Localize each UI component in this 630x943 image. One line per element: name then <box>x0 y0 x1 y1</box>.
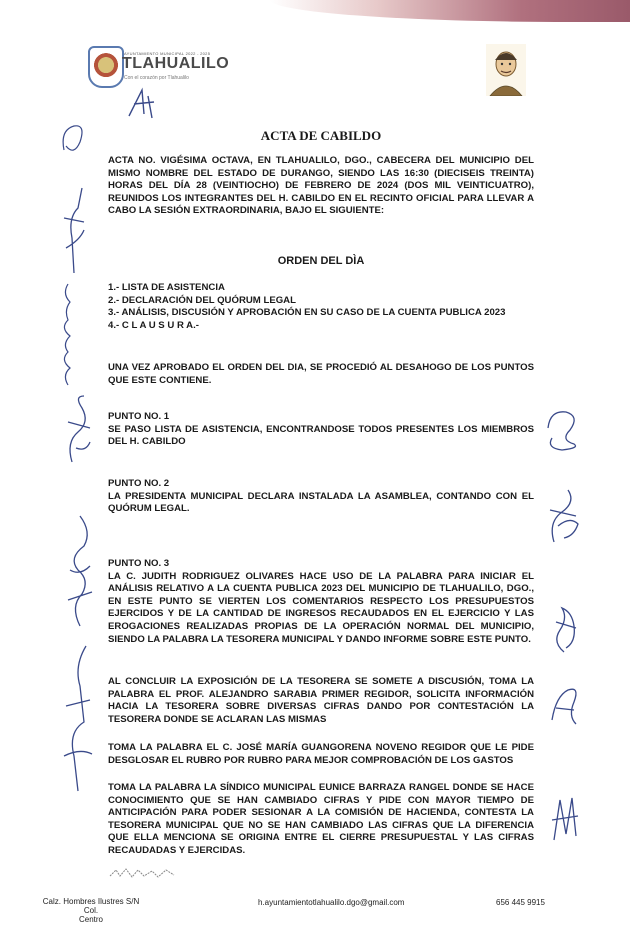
point-3 <box>108 558 534 646</box>
approval-paragraph: UNA VEZ APROBADO EL ORDEN DEL DIA, SE PROCEDIÓ AL DESAHOGO DE LOS PUNTOS QUE ESTE CONTIENE. <box>108 362 534 386</box>
point-text: LA C. JUDITH RODRIGUEZ OLIVARES HACE USO DE LA PALABRA PARA INICIAR EL ANÁLISIS RELATIVO A LA CUENTA PUBLICA 2023 DEL MUNICIPIO DE TLAHUALILO, DGO., EN ESTE PUNTO SE VIERTEN LOS COMENTARIOS RESPECTO LOS PRESUPUESTOS EJERCIDOS Y DE LA CANTIDAD DE INGRESOS RECAUDADOS EN EL EJERCICIO Y LAS EROGACIONES REALIZADAS PROPIAS DE LA OPERACIÓN NORMAL DEL MUNICIPIO, SIENDO LA PALABRA LA TESORERA MUNICIPAL Y DANDO INFORME SOBRE ESTE PUNTO. <box>108 570 534 645</box>
point-2 <box>108 478 534 516</box>
municipal-seal-icon <box>88 46 124 88</box>
logo-small-text: AYUNTAMIENTO MUNICIPAL 2022 - 2025 <box>124 51 211 56</box>
margin-signature-1 <box>56 120 92 160</box>
point-heading: PUNTO NO. 2 <box>108 478 170 489</box>
intro-paragraph: ACTA NO. VIGÉSIMA OCTAVA, EN TLAHUALILO, DGO., CABECERA DEL MUNICIPIO DEL MISMO NOMBRE DEL ESTADO DE DURANGO, SIENDO LAS 16:30 (DIECISEIS TREINTA) HORAS DEL DÍA 28 (VEINTIOCHO) DE FEBRERO DE 2024 (DOS MIL VEINTICUATRO), REUNIDOS LOS INTEGRANTES DEL H. CABILDO EN EL RECINTO OFICIAL PARA LLEVAR A CABO LA SESIÓN EXTRAORDINARIA, BAJO EL SIGUIENTE: <box>108 155 534 217</box>
point-1 <box>108 411 534 449</box>
footer-address <box>36 897 146 924</box>
right-signature-3 <box>548 602 582 656</box>
agenda-item: 1.- LISTA DE ASISTENCIA <box>108 282 225 293</box>
point-heading: PUNTO NO. 1 <box>108 411 170 422</box>
discussion-paragraph-3: TOMA LA PALABRA LA SÍNDICO MUNICIPAL EUNICE BARRAZA RANGEL DONDE SE HACE CONOCIMIENTO QUE SE HAN CAMBIADO CIFRAS Y PIDE CON MAYOR TIEMPO DE ANTICIPACIÓN PARA PODER SESIONAR A LA COMISIÓN DE HACIENDA, CONTESTA LA TESORERA MUNICIPAL QUE NO SE HAN CAMBIADO LAS CIFRAS QUE LA DIFERENCIA QUE ELLA MENCIONA SE ORIGINA ENTRE EL CIERRE PRESUPUESTAL Y LAS CIFRAS RECAUDADAS Y EJERCIDAS. <box>108 782 534 856</box>
discussion-paragraph-2: TOMA LA PALABRA EL C. JOSÉ MARÍA GUANGORENA NOVENO REGIDOR QUE LE PIDE DESGLOSAR EL RUBRO POR RUBRO PARA MEJOR COMPROBACIÓN DE LOS GASTOS <box>108 742 534 766</box>
initials-signature-top <box>124 86 164 122</box>
address-line: Centro <box>78 915 103 924</box>
point-text: SE PASO LISTA DE ASISTENCIA, ENCONTRANDOSE TODOS PRESENTES LOS MIEMBROS DEL H. CABILDO <box>108 423 534 448</box>
point-text: LA PRESIDENTA MUNICIPAL DECLARA INSTALADA LA ASAMBLEA, CONTANDO CON EL QUÓRUM LEGAL. <box>108 490 534 515</box>
agenda-item: 2.- DECLARACIÓN DEL QUÓRUM LEGAL <box>108 294 296 306</box>
right-signature-1 <box>540 404 584 454</box>
logo-tagline: Con el corazón por Tlahualilo <box>124 75 189 81</box>
footer-email: h.ayuntamientotlahualilo.dgo@gmail.com <box>258 898 405 907</box>
right-signature-5 <box>548 790 582 844</box>
agenda-list <box>108 282 534 332</box>
right-signature-4 <box>546 680 582 730</box>
header-decorative-band <box>270 0 630 22</box>
document-title: ACTA DE CABILDO <box>260 128 382 143</box>
agenda-item: 3.- ANÁLISIS, DISCUSIÓN Y APROBACIÓN EN SU CASO DE LA CUENTA PUBLICA 2023 <box>108 307 506 319</box>
margin-signature-2 <box>54 178 94 278</box>
faint-stamp-mark <box>108 866 188 880</box>
margin-signature-4 <box>62 392 96 466</box>
discussion-paragraph-1: AL CONCLUIR LA EXPOSICIÓN DE LA TESORERA SE SOMETE A DISCUSIÓN, TOMA LA PALABRA EL PROF. ALEJANDRO SARABIA PRIMER REGIDOR, SOLICITA INFORMACIÓN HACIA LA TESORERA SOBRE DIVERSAS CIFRAS DANDO POR CONTESTACIÓN LA TESORERA DONDE SE ACLARAN LAS MISMAS <box>108 676 534 725</box>
point-heading: PUNTO NO. 3 <box>108 558 170 569</box>
agenda-title: ORDEN DEL DÌA <box>277 255 365 267</box>
margin-signature-6 <box>58 636 98 796</box>
margin-signature-3 <box>56 280 80 390</box>
margin-signature-5 <box>60 510 100 630</box>
portrait-icon <box>486 44 526 96</box>
footer-phone: 656 445 9915 <box>496 898 545 907</box>
right-signature-2 <box>544 486 584 546</box>
logo-name: TLAHUALILO <box>122 55 230 72</box>
municipal-logo <box>88 46 230 86</box>
address-line: Calz. Hombres Ilustres S/N Col. <box>42 897 140 915</box>
agenda-item: 4.- C L A U S U R A.- <box>108 319 199 331</box>
